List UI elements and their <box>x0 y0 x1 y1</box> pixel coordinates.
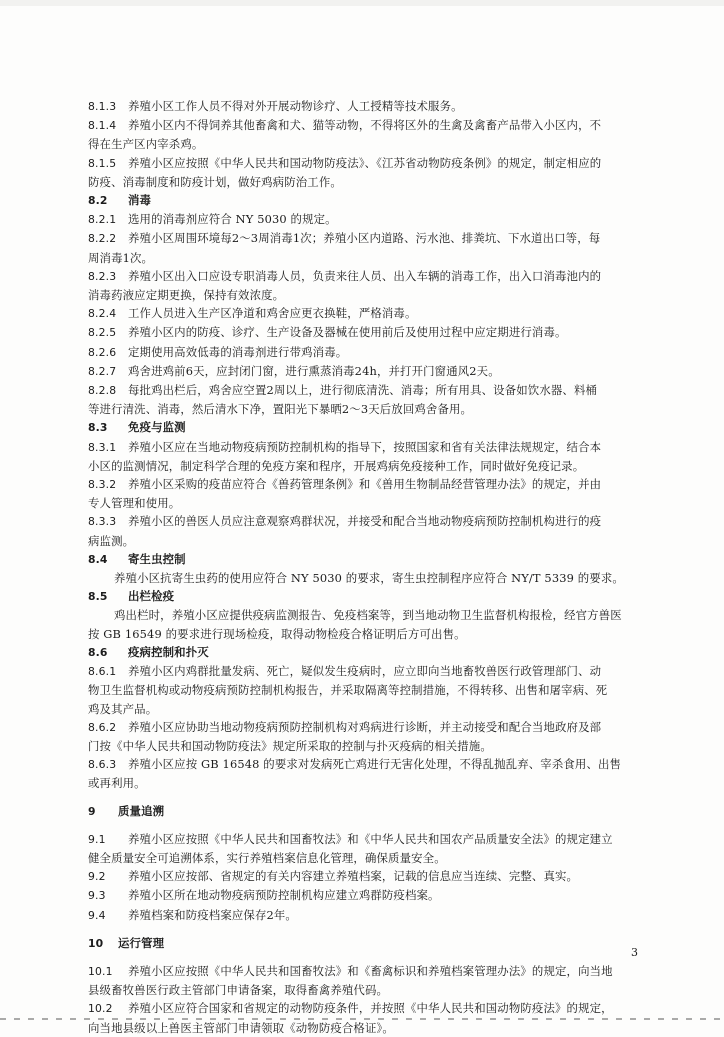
continuation-line <box>88 135 664 153</box>
page-number: 3 <box>631 946 638 959</box>
clause-number: 8.3.1 <box>88 440 117 454</box>
line-text: 寄生虫控制 <box>128 551 186 566</box>
clause-number: 8.6.3 <box>88 758 117 772</box>
clause-line <box>88 512 664 531</box>
line-text: 鸡舍进鸡前6天，应封闭门窗，进行熏蒸消毒24h，并打开门窗通风2天。 <box>128 363 500 378</box>
clause-number: 8.2.4 <box>88 307 117 321</box>
line-text: 养殖小区采购的疫苗应符合《兽药管理条例》和《兽用生物制品经营管理办法》的规定，并由 <box>128 477 602 492</box>
scan-bottom-edge <box>0 1018 724 1020</box>
clause-number: 9.4 <box>88 908 106 922</box>
clause-number: 8.2.3 <box>88 269 117 283</box>
clause-line <box>88 381 664 400</box>
line-text: 养殖小区应协助当地动物疫病预防控制机构对鸡病进行诊断，并主动接受和配合当地政府及部 <box>128 719 602 734</box>
continuation-line <box>88 849 664 867</box>
line-text: 向当地县级以上兽医主管部门申请领取《动物防疫合格证》。 <box>88 1020 394 1035</box>
clause-line <box>88 210 664 229</box>
clause-line <box>88 154 664 173</box>
clause-number: 9.2 <box>88 870 106 884</box>
line-text: 鸡出栏时，养殖小区应提供疫病监测报告、免疫档案等，到当地动物卫生监督机构报检，经官方兽医 <box>114 608 622 623</box>
clause-number: 9.1 <box>88 832 106 846</box>
chapter-heading <box>88 934 664 953</box>
line-text: 物卫生监督机构或动物疫病预防控制机构报告，并采取隔离等控制措施，不得转移、出售和屠宰病、死 <box>88 683 608 698</box>
section-heading <box>88 587 664 606</box>
line-text: 工作人员进入生产区净道和鸡舍应更衣换鞋，严格消毒。 <box>128 306 417 321</box>
continuation-line <box>88 981 664 999</box>
line-text: 病监测。 <box>88 533 135 548</box>
line-text: 防疫、消毒制度和防疫计划，做好鸡病防治工作。 <box>88 174 342 189</box>
line-text: 免疫与监测 <box>128 420 186 435</box>
continuation-line <box>88 700 664 718</box>
continuation-line <box>88 494 664 512</box>
line-text: 消毒药液应定期更换，保持有效浓度。 <box>88 288 285 303</box>
line-text: 按 GB 16549 的要求进行现场检疫，取得动物检疫合格证明后方可出售。 <box>88 626 466 641</box>
clause-number: 8.3 <box>88 421 108 435</box>
line-text: 养殖小区所在地动物疫病预防控制机构应建立鸡群防疫档案。 <box>128 888 440 903</box>
clause-number: 8.2 <box>88 194 108 208</box>
clause-line <box>88 962 664 981</box>
line-text: 养殖小区抗寄生虫药的使用应符合 NY 5030 的要求，寄生虫控制程序应符合 NY/T 5339 的要求。 <box>114 571 624 586</box>
clause-number: 8.2.6 <box>88 345 117 359</box>
clause-number: 8.1.4 <box>88 119 117 133</box>
line-text: 养殖小区周围环境每2～3周消毒1次；养殖小区内道路、污水池、排粪坑、下水道出口等，每 <box>128 231 601 246</box>
line-text: 质量追溯 <box>118 803 165 818</box>
line-text: 门按《中华人民共和国动物防疫法》规定所采取的控制与扑灭疫病的相关措施。 <box>88 738 492 753</box>
clause-line <box>88 229 664 248</box>
line-text: 得在生产区内宰杀鸡。 <box>88 137 204 152</box>
clause-line <box>88 362 664 381</box>
line-text: 专人管理和使用。 <box>88 496 181 511</box>
line-text: 养殖小区的兽医人员应注意观察鸡群状况，并接受和配合当地动物疫病预防控制机构进行的疫 <box>128 514 602 529</box>
continuation-line <box>88 681 664 699</box>
clause-line <box>88 323 664 342</box>
line-text: 养殖小区应按照《中华人民共和国畜牧法》和《中华人民共和国农产品质量安全法》的规定建立 <box>128 831 613 846</box>
line-text: 养殖小区应在当地动物疫病预防控制机构的指导下，按照国家和省有关法律法规规定，结合本 <box>128 439 602 454</box>
clause-number: 8.2.5 <box>88 326 117 340</box>
clause-number: 8.2.7 <box>88 364 117 378</box>
clause-line <box>88 116 664 135</box>
line-text: 出栏检疫 <box>128 589 175 604</box>
clause-number: 8.6 <box>88 645 108 659</box>
clause-number: 8.3.2 <box>88 478 117 492</box>
line-text: 养殖档案和防疫档案应保存2年。 <box>128 907 297 922</box>
line-text: 养殖小区内鸡群批量发病、死亡，疑似发生疫病时，应立即向当地畜牧兽医行政管理部门、动 <box>128 664 602 679</box>
section-heading <box>88 191 664 210</box>
clause-number: 8.6.2 <box>88 720 117 734</box>
continuation-line <box>88 625 664 643</box>
clause-line <box>88 304 664 323</box>
line-text: 每批鸡出栏后，鸡舍应空置2周以上，进行彻底清洗、消毒；所有用具、设备如饮水器、料桶 <box>128 383 598 398</box>
line-text: 养殖小区工作人员不得对外开展动物诊疗、人工授精等技术服务。 <box>128 99 463 113</box>
line-text: 健全质量安全可追溯体系，实行养殖档案信息化管理，确保质量安全。 <box>88 850 446 865</box>
line-text: 养殖小区内的防疫、诊疗、生产设备及器械在使用前后及使用过程中应定期进行消毒。 <box>128 325 567 340</box>
line-text: 或再利用。 <box>88 776 146 791</box>
clause-number: 10.2 <box>88 1002 113 1016</box>
clause-line <box>88 886 664 905</box>
clause-number: 8.2.2 <box>88 232 117 246</box>
clause-line <box>88 97 664 116</box>
line-text: 选用的消毒剂应符合 NY 5030 的规定。 <box>128 212 337 227</box>
clause-line <box>88 718 664 737</box>
continuation-line <box>88 400 664 418</box>
continuation-line <box>88 173 664 191</box>
clause-line <box>88 867 664 886</box>
clause-number: 8.5 <box>88 590 108 604</box>
line-text: 养殖小区内不得饲养其他畜禽和犬、猫等动物，不得将区外的生禽及禽畜产品带入小区内，不 <box>128 118 602 133</box>
clause-number: 9 <box>88 804 96 818</box>
line-text: 消毒 <box>128 193 152 208</box>
line-text: 小区的监测情况，制定科学合理的免疫方案和程序，开展鸡病免疫接种工作，同时做好免疫记录。 <box>88 458 585 473</box>
continuation-line <box>88 532 664 550</box>
line-text: 疫病控制和扑灭 <box>128 644 209 659</box>
line-text: 定期使用高效低毒的消毒剂进行带鸡消毒。 <box>128 344 348 359</box>
line-text: 养殖小区应按 GB 16548 的要求对发病死亡鸡进行无害化处理，不得乱抛乱弃、宰杀食用、出售 <box>128 757 622 772</box>
clause-line <box>88 662 664 681</box>
section-heading <box>88 550 664 569</box>
line-text: 养殖小区出入口应设专职消毒人员，负责来往人员、出入车辆的消毒工作，出入口消毒池内的 <box>128 268 602 283</box>
clause-number: 8.4 <box>88 552 108 566</box>
continuation-line <box>88 457 664 475</box>
clause-number: 10.1 <box>88 964 113 978</box>
clause-line <box>88 906 664 925</box>
clause-number: 8.2.8 <box>88 384 117 398</box>
line-text: 养殖小区应符合国家和省规定的动物防疫条件，并按照《中华人民共和国动物防疫法》的规定， <box>128 1001 613 1016</box>
clause-number: 8.6.1 <box>88 665 117 679</box>
line-text: 鸡及其产品。 <box>88 701 158 716</box>
clause-line <box>88 438 664 457</box>
line-text: 运行管理 <box>118 935 165 950</box>
clause-line <box>88 830 664 849</box>
clause-line <box>88 999 664 1018</box>
line-text: 县级畜牧兽医行政主管部门申请备案，取得畜禽养殖代码。 <box>88 983 389 998</box>
clause-line <box>88 343 664 362</box>
section-heading <box>88 418 664 437</box>
clause-number: 8.1.5 <box>88 156 117 170</box>
clause-line <box>88 475 664 494</box>
section-heading <box>88 643 664 662</box>
clause-number: 10 <box>88 936 104 950</box>
paragraph-line <box>88 606 664 624</box>
clause-number: 8.2.1 <box>88 213 117 227</box>
continuation-line <box>88 737 664 755</box>
continuation-line <box>88 774 664 792</box>
clause-number: 8.3.3 <box>88 515 117 529</box>
clause-number: 8.1.3 <box>88 100 117 113</box>
continuation-line <box>88 1019 664 1037</box>
continuation-line <box>88 249 664 267</box>
line-text: 养殖小区应按部、省规定的有关内容建立养殖档案，记载的信息应当连续、完整、真实。 <box>128 869 579 884</box>
document-body <box>88 97 664 1037</box>
line-text: 等进行清洗、消毒，然后清水下净，置阳光下暴晒2～3天后放回鸡舍备用。 <box>88 402 473 417</box>
clause-line <box>88 267 664 286</box>
chapter-heading <box>88 802 664 821</box>
continuation-line <box>88 286 664 304</box>
line-text: 养殖小区应按照《中华人民共和国动物防疫法》、《江苏省动物防疫条例》的规定，制定相应的 <box>128 155 602 170</box>
line-text: 周消毒1次。 <box>88 250 154 265</box>
line-text: 养殖小区应按照《中华人民共和国畜牧法》和《畜禽标识和养殖档案管理办法》的规定，向当地 <box>128 963 613 978</box>
clause-line <box>88 755 664 774</box>
scan-edge <box>0 0 724 6</box>
clause-number: 9.3 <box>88 889 106 903</box>
paragraph-line <box>88 569 664 587</box>
